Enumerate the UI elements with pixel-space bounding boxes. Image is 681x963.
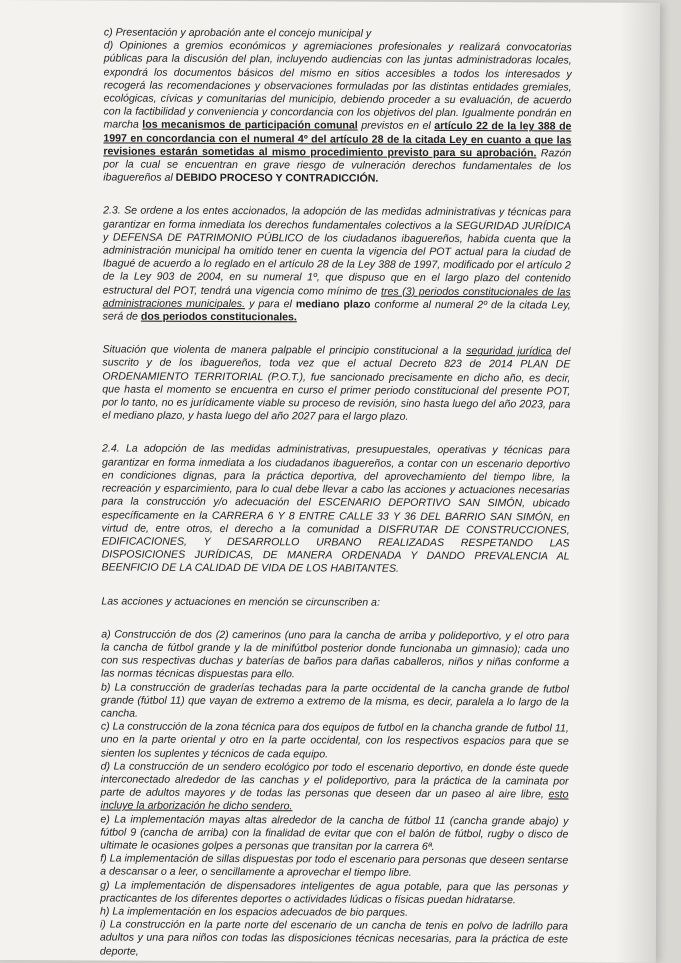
- paragraph-situacion: Situación que violenta de manera palpable el principio constitucional a la seguridad jurídica del suscrito y de los ibaguereños, toda vez que el actual Decreto 823 de 2014 PLAN DE ORDENAMIENTO TERRITORIAL (P.O.T.), fue sancionado precisamente en dicho año, es decir, que hasta el momento se encuentra en curso el primer periodo constitucional del presente POT, por lo tanto, no es jurídicamente viable su proceso de revisión, sino hasta luego del año 2023, para el mediano plazo, y hasta luego del año 2027 para el largo plazo.: [102, 343, 571, 424]
- list-item-a: a) Construcción de dos (2) camerinos (uno para la cancha de arriba y polideportivo, y el otro para la cancha de fútbol grande y la de minifútbol posterior donde funcionaba un gimnasio); cada uno con sus respectivas duchas y baterías de baños para dañas caballeros, niños y niñas conforme a las normas técnicas dispuestas para ello.: [101, 628, 570, 681]
- list-item-c: c) La construcción de la zona técnica para dos equipos de futbol en la chancha grande de futbol 11, uno en la parte oriental y otro en la parte occidental, con los respectivos espacios para que se sienten los suplentes y técnicos de cada equipo.: [100, 720, 569, 760]
- list-item-f: f) La implementación de sillas dispuestas por todo el escenario para personas que deseen sentarse a descansar o a leer, o sencillamente a aprovechar el tiempo libre.: [100, 852, 569, 880]
- list-item-h: h) La implementación en los espacios adecuados de bio parques.: [99, 905, 409, 919]
- list-item-d: d) La construcción de un sendero ecológico por todo el escenario deportivo, en donde éste quede interconectado alrededor de las canchas y el polideportivo, para la práctica de la caminata por parte de adultos mayores y de todas las personas que deseen dar un paseo al aire libre, esto incluye la arborización he dicho sendero.: [100, 760, 569, 813]
- item-c: c) Presentación y aprobación ante el concejo municipal y: [103, 26, 372, 40]
- list-item-b: b) La construcción de graderías techadas para la parte occidental de la cancha grande de futbol grande (fútbol 11) que vayan de extremo a extremo de la misma, es decir, paralela a lo largo de la cancha.: [100, 680, 570, 720]
- document-body: [100, 26, 572, 960]
- acciones-intro: Las acciones y actuaciones en mención se circunscriben a:: [101, 594, 380, 609]
- item-d: d) Opiniones a gremios económicos y agremiaciones profesionales y realizará convocatorias públicas para la discusión del plan, incluyendo audiencias con las juntas administradoras locales, expondrá los documentos básicos del mismo en sitios accesibles a todos los interesados y recogerá las recomendaciones y observaciones formuladas por las distintas entidades gremiales, ecológicas, cívicas y comunitarias del municipio, debiendo proceder a su evaluación, de acuerdo con la factibilidad y conveniencia y concordancia con los objetivos del plan. Igualmente pondrán en marcha los mecanismos de participación comunal previstos en el artículo 22 de la ley 388 de 1997 en concordancia con el numeral 4º del artículo 28 de la citada Ley en cuanto a que las revisiones estarán sometidas al mismo procedimiento previsto para su aprobación. Razón por la cual se encuentran en grave riesgo de vulneración derechos fundamentales de los ibaguereños al DEBIDO PROCESO Y CONTRADICCIÓN.: [103, 39, 572, 185]
- paragraph-2-3: 2.3. Se ordene a los entes accionados, la adopción de las medidas administrativas y técnicas para garantizar en forma inmediata los derechos fundamentales colectivos a la SEGURIDAD JURÍDICA y DEFENSA DE PATRIMONIO PÚBLICO de los ciudadanos ibaguereños, habida cuenta que la administración municipal ha omitido tener en cuenta la vigencia del POT actual para la ciudad de Ibagué de acuerdo a lo reglado en el artículo 28 de la Ley 388 de 1997, modificado por el artículo 2 de la Ley 903 de 2004, en su numeral 1º, que dispuso que en el largo plazo del contenido estructural del POT, tendrá una vigencia como mínimo de tres (3) periodos constitucionales de las administraciones municipales. y para el mediano plazo conforme al numeral 2º de la citada Ley, será de dos periodos constitucionales.: [102, 204, 572, 324]
- list-item-e: e) La implementación mayas altas alrededor de la cancha de fútbol 11 (cancha grande abajo) y fútbol 9 (cancha de arriba) con la finalidad de evitar que con el balón de fútbol, rugby o disco de ultimate le ocasiones golpes a personas que transitan por la carrera 6ª.: [100, 813, 569, 853]
- list-item-i: i) La construcción en la parte norte del escenario de un cancha de tenis en polvo de ladrillo para adultos y una para niños con todas las disposiciones técnicas necesarias, para la práctica de este deporte,: [99, 918, 568, 958]
- list-item-g: g) La implementación de dispensadores inteligentes de agua potable, para que las personas y practicantes de los diferentes deportes o actividades lúdicas o físicas puedan hidratarse.: [100, 879, 569, 907]
- page-shadow: [616, 3, 660, 963]
- paragraph-2-4: 2.4. La adopción de las medidas administrativas, presupuestales, operativas y técnicas para garantizar en forma inmediata a los ciudadanos ibaguereños, a contar con un escenario deportivo en condiciones dignas, para la práctica deportiva, del aprovechamiento del tiempo libre, la recreación y esparcimiento, para lo cual debe llevar a cabo las acciones y actuaciones necesarias para la construcción y/o adecuación del ESCENARIO DEPORTIVO SAN SIMÓN, ubicado específicamente en la CARRERA 6 Y 8 ENTRE CALLE 33 Y 36 DEL BARRIO SAN SIMÓN, en virtud de, entre otros, el derecho a la comunidad a DISFRUTAR DE CONSTRUCCIONES, EDIFICACIONES, Y DESARROLLO URBANO REALIZADAS RESPETANDO LAS DISPOSICIONES JURÍDICAS, DE MANERA ORDENADA Y DANDO PREVALENCIA AL BEENFICIO DE LA CALIDAD DE VIDA DE LOS HABITANTES.: [101, 442, 571, 576]
